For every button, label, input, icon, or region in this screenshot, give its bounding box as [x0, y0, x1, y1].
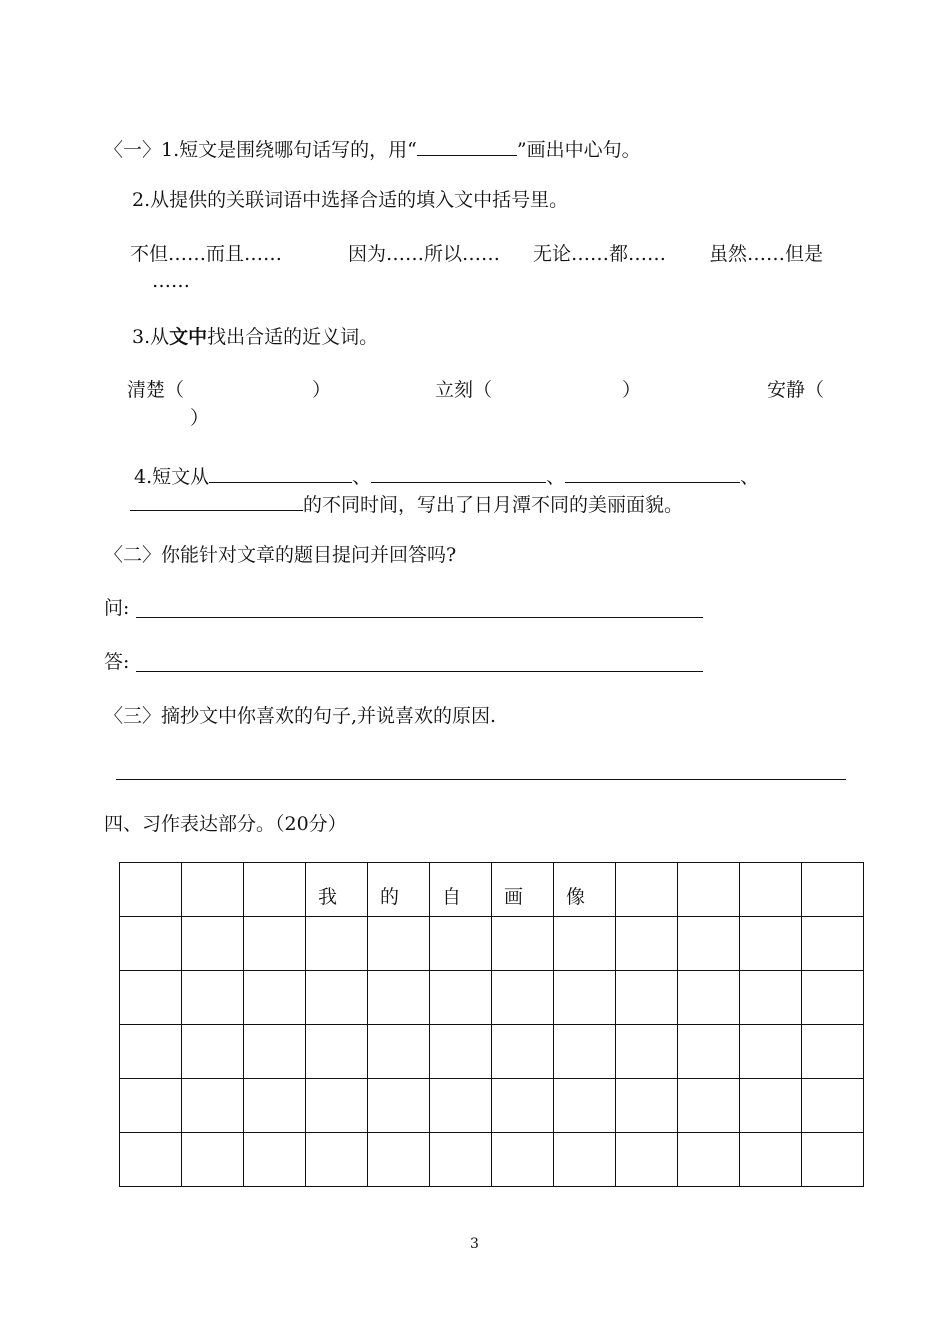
- grid-row: [120, 1025, 864, 1079]
- grid-cell[interactable]: [120, 917, 182, 971]
- grid-cell[interactable]: [120, 971, 182, 1025]
- grid-cell[interactable]: [244, 1079, 306, 1133]
- grid-cell[interactable]: [120, 1025, 182, 1079]
- grid-cell[interactable]: [430, 917, 492, 971]
- grid-cell-title[interactable]: [492, 863, 554, 917]
- q1-item3-bold: 文中: [169, 326, 208, 348]
- page-number: 3: [470, 1236, 479, 1252]
- grid-cell[interactable]: [802, 971, 864, 1025]
- grid-cell[interactable]: [120, 863, 182, 917]
- synonym-3-close: ）: [190, 407, 210, 429]
- title-char: 画: [504, 886, 524, 908]
- q1-item4-line2: [130, 492, 683, 515]
- q3-heading: 〈三〉摘抄文中你喜欢的句子,并说喜欢的原因.: [104, 705, 497, 727]
- grid-cell[interactable]: [182, 917, 244, 971]
- conj-4: 虽然……但是: [709, 243, 824, 265]
- grid-cell[interactable]: [182, 1133, 244, 1187]
- title-char: 自: [442, 886, 462, 908]
- grid-cell[interactable]: [368, 1079, 430, 1133]
- grid-cell[interactable]: [368, 1025, 430, 1079]
- grid-cell[interactable]: [492, 971, 554, 1025]
- grid-cell[interactable]: [306, 1079, 368, 1133]
- grid-cell[interactable]: [244, 863, 306, 917]
- grid-cell[interactable]: [554, 1025, 616, 1079]
- q1-item1: [104, 137, 641, 160]
- grid-cell[interactable]: [616, 1025, 678, 1079]
- grid-cell[interactable]: [368, 971, 430, 1025]
- grid-cell[interactable]: [554, 917, 616, 971]
- q1-item1-post: ”画出中心句。: [516, 139, 641, 161]
- grid-cell[interactable]: [430, 1133, 492, 1187]
- grid-cell[interactable]: [120, 1133, 182, 1187]
- q1-item3: [132, 328, 378, 347]
- grid-cell[interactable]: [244, 971, 306, 1025]
- q2-answer-label: 答:: [104, 651, 130, 673]
- synonym-2-close: ）: [622, 379, 642, 401]
- grid-cell[interactable]: [182, 1025, 244, 1079]
- grid-cell[interactable]: [616, 971, 678, 1025]
- grid-cell[interactable]: [740, 1079, 802, 1133]
- q2-ask-label: 问:: [104, 597, 130, 619]
- grid-row: [120, 917, 864, 971]
- grid-row: [120, 1133, 864, 1187]
- q2-heading: 〈二〉你能针对文章的题目提问并回答吗?: [104, 544, 457, 566]
- grid-cell[interactable]: [244, 1133, 306, 1187]
- grid-cell[interactable]: [678, 1079, 740, 1133]
- grid-cell[interactable]: [616, 1079, 678, 1133]
- grid-cell[interactable]: [802, 1133, 864, 1187]
- time-blank-1[interactable]: [209, 464, 352, 483]
- conj-4-cont: ……: [152, 270, 190, 292]
- grid-cell[interactable]: [740, 1025, 802, 1079]
- grid-cell[interactable]: [616, 917, 678, 971]
- title-char: 我: [318, 886, 338, 908]
- q1-item1-blank[interactable]: [417, 137, 517, 156]
- grid-cell[interactable]: [182, 1079, 244, 1133]
- time-blank-3[interactable]: [565, 464, 740, 483]
- title-char: 像: [566, 886, 586, 908]
- time-blank-2[interactable]: [371, 464, 546, 483]
- grid-cell[interactable]: [740, 917, 802, 971]
- grid-row: [120, 1079, 864, 1133]
- synonym-2: 立刻（: [435, 379, 493, 401]
- sep-3: 、: [740, 466, 760, 488]
- grid-cell[interactable]: [492, 1025, 554, 1079]
- grid-cell[interactable]: [802, 1079, 864, 1133]
- grid-cell-title[interactable]: [430, 863, 492, 917]
- grid-cell[interactable]: [306, 1025, 368, 1079]
- sep-2: 、: [546, 466, 566, 488]
- grid-cell[interactable]: [678, 1133, 740, 1187]
- grid-cell[interactable]: [802, 917, 864, 971]
- conj-3: 无论……都……: [533, 243, 667, 265]
- grid-cell[interactable]: [554, 1079, 616, 1133]
- synonym-1-close: ）: [312, 379, 332, 401]
- synonym-1: 清楚（: [127, 379, 185, 401]
- grid-cell[interactable]: [802, 863, 864, 917]
- ask-answer-line[interactable]: [136, 617, 703, 618]
- grid-cell[interactable]: [740, 971, 802, 1025]
- grid-cell[interactable]: [740, 863, 802, 917]
- grid-cell[interactable]: [802, 1025, 864, 1079]
- grid-cell[interactable]: [368, 917, 430, 971]
- conj-1: 不但……而且……: [130, 243, 283, 265]
- grid-cell[interactable]: [306, 1133, 368, 1187]
- q1-item2: 2.从提供的关联词语中选择合适的填入文中括号里。: [132, 189, 569, 211]
- writing-grid[interactable]: [119, 862, 864, 1187]
- grid-cell[interactable]: [368, 1133, 430, 1187]
- synonym-3: 安静（: [767, 379, 825, 401]
- grid-cell[interactable]: [678, 863, 740, 917]
- q3-answer-line[interactable]: [116, 779, 846, 780]
- q1-label: 〈一〉: [104, 139, 162, 161]
- grid-cell[interactable]: [740, 1133, 802, 1187]
- grid-row: [120, 971, 864, 1025]
- grid-cell[interactable]: [678, 917, 740, 971]
- grid-cell[interactable]: [120, 1079, 182, 1133]
- q1-item3-pre: 3.从: [132, 326, 170, 348]
- grid-cell[interactable]: [616, 1133, 678, 1187]
- grid-cell[interactable]: [306, 917, 368, 971]
- grid-cell[interactable]: [430, 971, 492, 1025]
- grid-cell-title[interactable]: [368, 863, 430, 917]
- grid-cell[interactable]: [678, 1025, 740, 1079]
- grid-cell[interactable]: [678, 971, 740, 1025]
- grid-cell[interactable]: [244, 917, 306, 971]
- q1-item4-post: 的不同时间，写出了日月潭不同的美丽面貌。: [303, 494, 684, 516]
- title-char: 的: [380, 886, 400, 908]
- grid-cell[interactable]: [182, 971, 244, 1025]
- sep-1: 、: [352, 466, 372, 488]
- answer-line[interactable]: [136, 671, 703, 672]
- grid-cell-title[interactable]: [306, 863, 368, 917]
- grid-cell[interactable]: [492, 1133, 554, 1187]
- grid-cell[interactable]: [492, 1079, 554, 1133]
- grid-cell[interactable]: [492, 917, 554, 971]
- q1-item3-post: 找出合适的近义词。: [207, 326, 379, 348]
- grid-cell[interactable]: [554, 1133, 616, 1187]
- grid-cell-title[interactable]: [554, 863, 616, 917]
- grid-cell[interactable]: [182, 863, 244, 917]
- grid-row: [120, 863, 864, 917]
- q1-item1-pre: 1.短文是围绕哪句话写的，用“: [161, 139, 417, 161]
- grid-cell[interactable]: [554, 971, 616, 1025]
- grid-cell[interactable]: [244, 1025, 306, 1079]
- grid-cell[interactable]: [430, 1025, 492, 1079]
- q4-heading: 四、习作表达部分。（20分）: [104, 813, 347, 835]
- time-blank-4[interactable]: [130, 492, 303, 511]
- grid-cell[interactable]: [306, 971, 368, 1025]
- grid-cell[interactable]: [616, 863, 678, 917]
- conj-2: 因为……所以……: [348, 243, 501, 265]
- q1-item4-pre: 4.短文从: [134, 466, 210, 488]
- grid-cell[interactable]: [430, 1079, 492, 1133]
- q1-item4-line1: [134, 464, 759, 487]
